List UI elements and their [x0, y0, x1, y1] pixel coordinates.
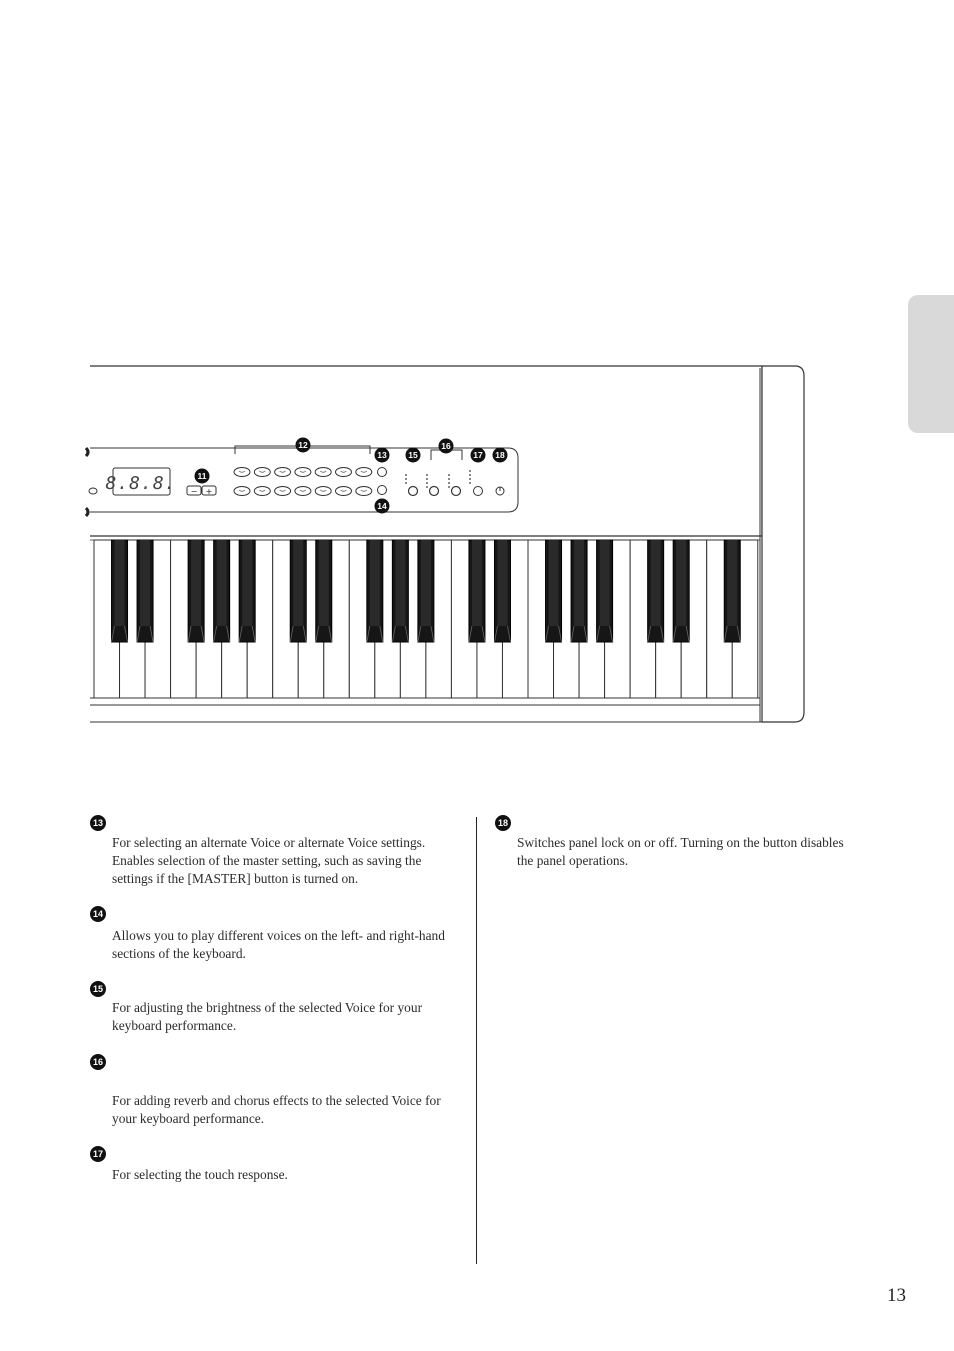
effect-knob[interactable] [430, 487, 439, 496]
touch-button[interactable] [474, 487, 483, 496]
black-key-face [115, 540, 125, 626]
knob-level-dot [426, 478, 428, 480]
plus-label: + [205, 487, 213, 496]
knob-level-dot [426, 474, 428, 476]
section-number-badge: 17 [90, 1146, 106, 1162]
page-number: 13 [887, 1285, 906, 1306]
black-key-face [242, 540, 252, 626]
knob-level-dot [405, 474, 407, 476]
callout-label: 16 [441, 441, 451, 451]
knobs [405, 470, 471, 495]
callout-label: 14 [377, 501, 387, 511]
section-number-badge: 14 [90, 906, 106, 922]
section-description: For adjusting the brightness of the selected Voice for your keyboard performance. [112, 1000, 423, 1033]
panel-outline [90, 366, 762, 536]
knob-level-dot [448, 482, 450, 484]
touch-level-dot [469, 474, 471, 476]
black-key-face [676, 540, 686, 626]
section-description: For adding reverb and chorus effects to the selected Voice for your keyboard performance. [112, 1093, 441, 1126]
touch-level-dot [469, 470, 471, 472]
section-number-badge: 18 [495, 815, 511, 831]
callout-label: 18 [495, 450, 505, 460]
black-key-face [574, 540, 584, 626]
black-key-face [191, 540, 201, 626]
black-key-face [727, 540, 737, 626]
voice-buttons [234, 468, 372, 496]
callout-label: 13 [377, 450, 387, 460]
section-thumb-tab [908, 295, 954, 433]
section-description: For selecting an alternate Voice or alternate Voice settings. Enables selection of the master setting, such as saving the settings if the [MASTER] button is turned on. [112, 835, 426, 886]
column-divider [476, 817, 477, 1264]
section-number-badge: 15 [90, 981, 106, 997]
minus-label: − [190, 487, 198, 496]
callout-label: 17 [473, 450, 483, 460]
knob-level-dot [426, 482, 428, 484]
touch-level-dot [469, 478, 471, 480]
black-key-face [651, 540, 661, 626]
section-description: Allows you to play different voices on the left- and right-hand sections of the keyboard. [112, 928, 445, 961]
section-number-badge: 16 [90, 1054, 106, 1070]
effect-knob[interactable] [452, 487, 461, 496]
black-key-face [472, 540, 482, 626]
section-description: Switches panel lock on or off. Turning on the button disables the panel operations. [517, 835, 844, 868]
black-key-face [549, 540, 559, 626]
black-key-face [140, 540, 150, 626]
black-key-face [370, 540, 380, 626]
callout-label: 15 [408, 450, 418, 460]
callout-label: 11 [197, 471, 207, 481]
section-description: For selecting the touch response. [112, 1167, 288, 1182]
black-key-face [319, 540, 329, 626]
black-key-face [421, 540, 431, 626]
black-key-face [497, 540, 507, 626]
black-key-face [600, 540, 610, 626]
touch-level-dot [469, 482, 471, 484]
end-cheek [762, 366, 804, 722]
knob-level-dot [405, 482, 407, 484]
effect-knob[interactable] [409, 487, 418, 496]
master-button[interactable] [378, 468, 387, 477]
knob-level-dot [405, 478, 407, 480]
split-button[interactable] [378, 486, 387, 495]
black-key-face [395, 540, 405, 626]
knob-level-dot [448, 474, 450, 476]
knob-level-dot [448, 486, 450, 488]
callout-label: 12 [298, 440, 308, 450]
knob-level-dot [448, 478, 450, 480]
black-key-face [293, 540, 303, 626]
black-key-face [217, 540, 227, 626]
section-number-badge: 13 [90, 815, 106, 831]
knob-level-dot [426, 486, 428, 488]
display-readout: 8.8.8. [105, 473, 177, 494]
keyboard-panel-diagram [0, 360, 820, 730]
